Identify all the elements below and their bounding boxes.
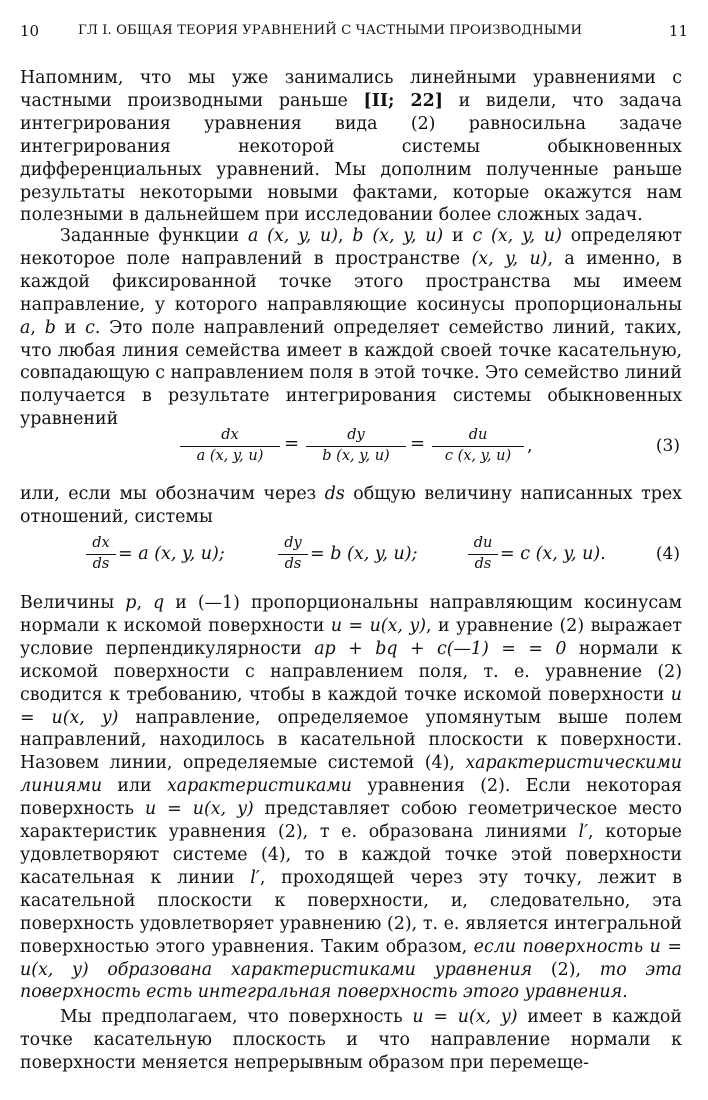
equation-4: dx ds = a (x, y, u); dy ds = b (x, y, u); du ds = c (x, y, u). (4) <box>20 532 682 582</box>
paragraph-4: Величины p, q и (—1) пропорциональны направляющим косинусам нормали к искомой поверхности u = u(x, y), и уравнение (2) выражает условие перпендикулярности ap + bq + c(—1) = = 0 нормали к искомой поверхности с направлением поля, т. е. уравнение (2) сводится к требованию, чтобы в каждой точке искомой поверхности u = u(x, y) направление, определяемое упомянутым выше полем направлений, находилось в касательной плоскости к поверхности. Назовем линии, определяемые системой (4), характеристическими линиями или характеристиками уравнения (2). Если некоторая поверхность u = u(x, y) представляет собою геометрическое место характеристик уравнения (2), т е. образована линиями l′, которые удовлетворяют системе (4), то в каждой точке этой поверхности касательная к линии l′, проходящей через эту точку, лежит в касательной плоскости к поверхности, и, следовательно, эта поверхность удовлетворяет уравнению (2), т. е. является интегральной поверхностью этого уравнения. Таким образом, если поверхность u = u(x, y) образована характеристиками уравнения (2), то эта поверхность есть интегральная поверхность этого уравнения. <box>20 593 683 1003</box>
page-number-left: 10 <box>20 22 40 40</box>
defined-term: характеристическими линиями <box>20 753 682 797</box>
fraction: dx ds <box>86 534 116 573</box>
fraction: dy b (x, y, u) <box>306 426 406 465</box>
paragraph-2: Заданные функции a (x, y, u), b (x, y, u) и c (x, y, u) определяют некоторое поле направлений в пространстве (x, y, u), а именно, в каждой фиксированной точке этого пространства мы имеем направление, у которого направляющие косинусы пропорциональны a, b и c. Это поле направлений определяет семейство линий, таких, что любая линия семейства имеет в каждой своей точке касательную, совпадающую с направлением поля в этой точке. Это семейство линий получается в результате интегрирования системы обыкновенных уравнений <box>20 226 682 430</box>
equation-number: (3) <box>655 436 680 456</box>
theorem-statement: то эта поверхность есть интегральная поверхность этого уравнения. <box>20 959 682 1003</box>
citation: [II; 22] <box>363 90 443 111</box>
theorem-statement: если поверхность u = u(x, y) образована характеристиками уравнения <box>20 936 682 980</box>
paragraph-1: Напомним, что мы уже занимались линейными уравнениями с частными производными раньше [II; 22] и видели, что задача интегрирования уравнения вида (2) равносильна задаче интегрирования некоторой системы обыкновенных дифференциальных уравнений. Мы дополним полученные раньше результаты некоторыми новыми фактами, которые окажутся нам полезными в дальнейшем при исследовании более сложных задач. <box>20 68 682 226</box>
equation-3: dx a (x, y, u) = dy b (x, y, u) = du c (x, y, u) , (3) <box>20 422 682 472</box>
fraction: du c (x, y, u) <box>432 426 524 465</box>
fraction: dy ds <box>278 534 308 573</box>
paragraph-5: Мы предполагаем, что поверхность u = u(x, y) имеет в каждой точке касательную плоскость и что направление нормали к поверхности меняется непрерывным образом при перемеще- <box>20 1007 682 1073</box>
defined-term: характеристиками <box>167 776 352 797</box>
fraction: dx a (x, y, u) <box>180 426 280 465</box>
fraction: du ds <box>468 534 498 573</box>
running-title: ГЛ I. ОБЩАЯ ТЕОРИЯ УРАВНЕНИЙ С ЧАСТНЫМИ ПРОИЗВОДНЫМИ <box>78 23 583 38</box>
paragraph-3: или, если мы обозначим через ds общую величину написанных трех отношений, системы <box>20 484 682 527</box>
equation-number: (4) <box>655 544 680 564</box>
running-header <box>20 22 688 44</box>
page-number-right: 11 <box>668 22 688 40</box>
